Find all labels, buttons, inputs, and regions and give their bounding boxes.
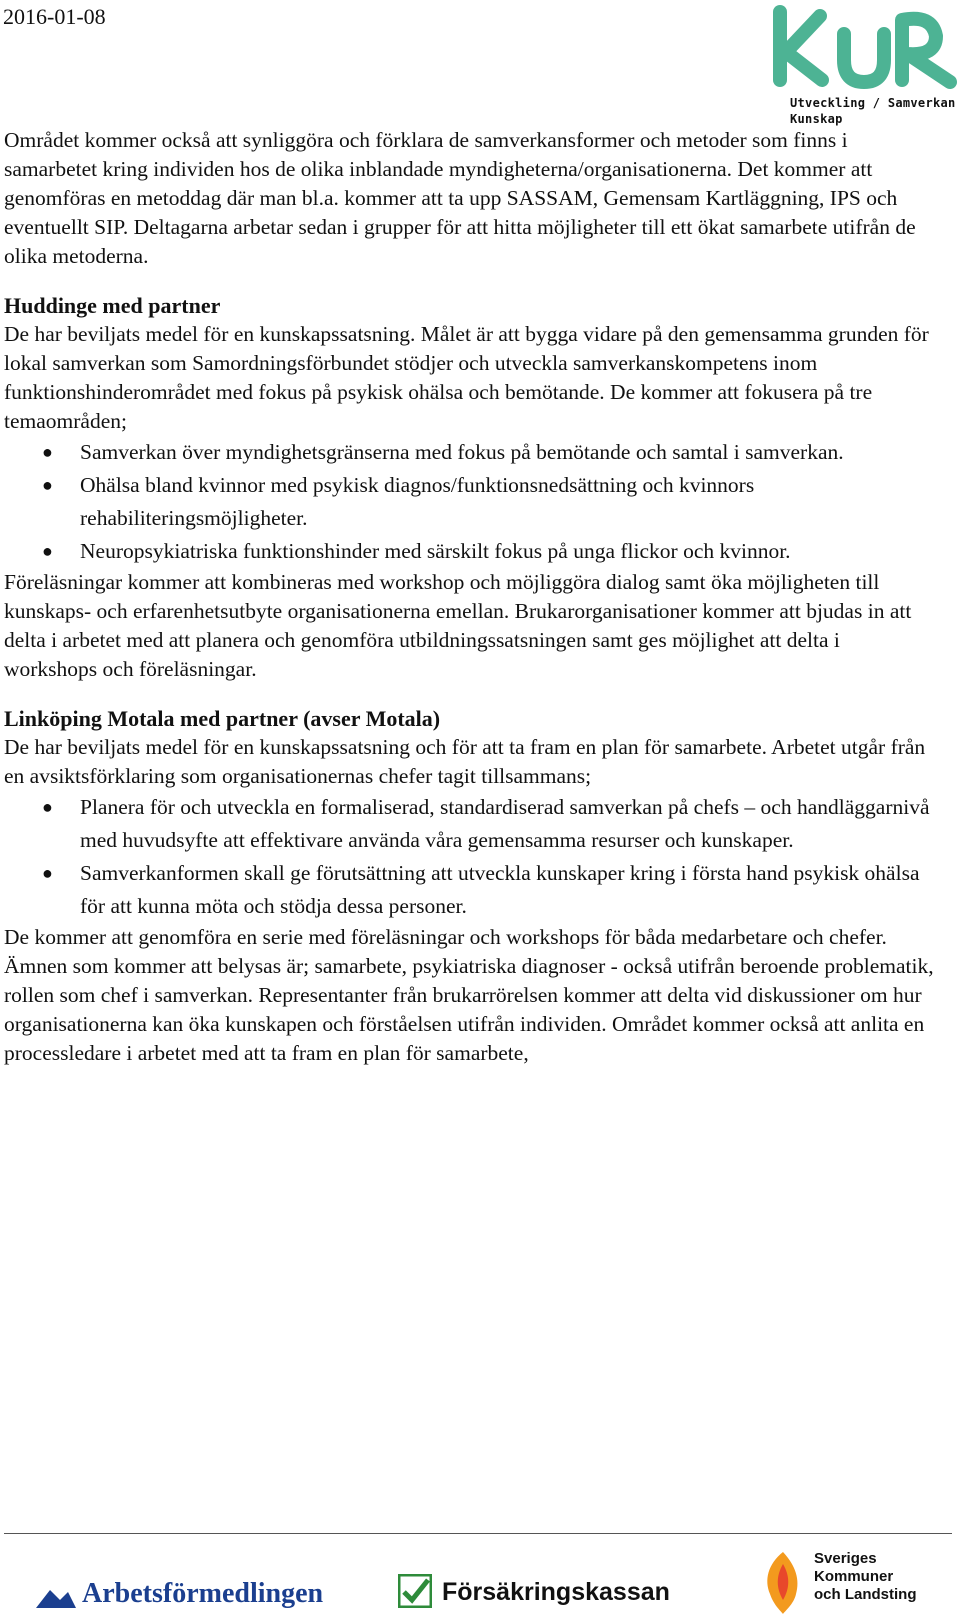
forsakringskassan-logo: Försäkringskassan [398, 1570, 680, 1618]
huddinge-bullet-list [4, 436, 934, 568]
linkoping-heading: Linköping Motala med partner (avser Motala) [4, 706, 441, 731]
huddinge-after: Föreläsningar kommer att kombineras med workshop och möjliggöra dialog samt öka möjligheten till kunskaps- och erfarenhetsutbyte organisationerna emellan. Brukarorganisationer kommer att bjudas in att delta i arbetet med att planera och genomföra utbildningssatsningen samt ges möjlighet att delta i workshops och föreläsningar. [4, 570, 912, 681]
linkoping-bullet-list [4, 791, 934, 923]
linkoping-after: De kommer att genomföra en serie med föreläsningar och workshops för båda medarbetare och chefer. Ämnen som kommer att belysas är; samarbete, psykiatriska diagnoser - också utifrån beroende problematik, rollen som chef i samverkan. Representanter från brukarrörelsen kommer att delta vid diskussioner om hur organisationerna kan öka kunskapen och förståelsen utifrån individen. Området kommer också att anlita en processledare i arbetet med att ta fram en plan för samarbete, [4, 925, 934, 1065]
fk-check-icon [398, 1574, 432, 1608]
skl-line3: och Landsting [814, 1586, 917, 1603]
kur-tagline: Utveckling / Samverkan Kunskap [790, 96, 956, 126]
list-item: ● Ohälsa bland kvinnor med psykisk diagnos/funktionsnedsättning och kvinnors rehabiliteringsmöjligheter. [42, 473, 755, 530]
skl-line2: Kommuner [814, 1568, 894, 1585]
footer-divider [4, 1533, 952, 1534]
af-arrow-icon [34, 1584, 78, 1614]
skl-flame-icon [758, 1550, 808, 1616]
skl-logo [758, 1550, 958, 1620]
list-item: ● Planera för och utveckla en formaliserad, standardiserad samverkan på chefs – och handläggarnivå med huvudsyfte att effektivare använda våra gemensamma resurser och kunskaper. [42, 795, 930, 852]
document-body [4, 126, 934, 1068]
intro-paragraph: Området kommer också att synliggöra och förklara de samverkansformer och metoder som finns i samarbetet kring individen hos de olika inblandade myndigheterna/organisationerna. Det kommer att genomföras en metoddag där man bl.a. kommer att ta upp SASSAM, Gemensam Kartläggning, IPS och eventuellt SIP. Deltagarna arbetar sedan i grupper för att hitta möjligheter till ett ökat samarbete utifrån de olika metoderna. [4, 128, 916, 268]
linkoping-body: De har beviljats medel för en kunskapssatsning och för att ta fram en plan för samarbete. Arbetet utgår från en avsiktsförklaring som organisationernas chefer tagit tillsammans; [4, 735, 926, 788]
document-date: 2016-01-08 [3, 4, 106, 29]
huddinge-heading: Huddinge med partner [4, 293, 221, 318]
skl-line1: Sveriges [814, 1550, 877, 1567]
list-item: ● Samverkanformen skall ge förutsättning att utveckla kunskaper kring i första hand psykisk ohälsa för att kunna möta och stödja dessa personer. [42, 861, 920, 918]
arbetsformedlingen-logo: Arbetsförmedlingen [34, 1578, 324, 1618]
list-item: ● Samverkan över myndighetsgränserna med fokus på bemötande och samtal i samverkan. [42, 440, 844, 464]
huddinge-body: De har beviljats medel för en kunskapssatsning. Målet är att bygga vidare på den gemensamma grunden för lokal samverkan som Samordningsförbundet stödjer och utveckla samverkanskompetens inom funktionshinderområdet med fokus på psykisk ohälsa och bemötande. De kommer att fokusera på tre temaområden; [4, 322, 929, 433]
list-item: ● Neuropsykiatriska funktionshinder med särskilt fokus på unga flickor och kvinnor. [42, 539, 791, 563]
